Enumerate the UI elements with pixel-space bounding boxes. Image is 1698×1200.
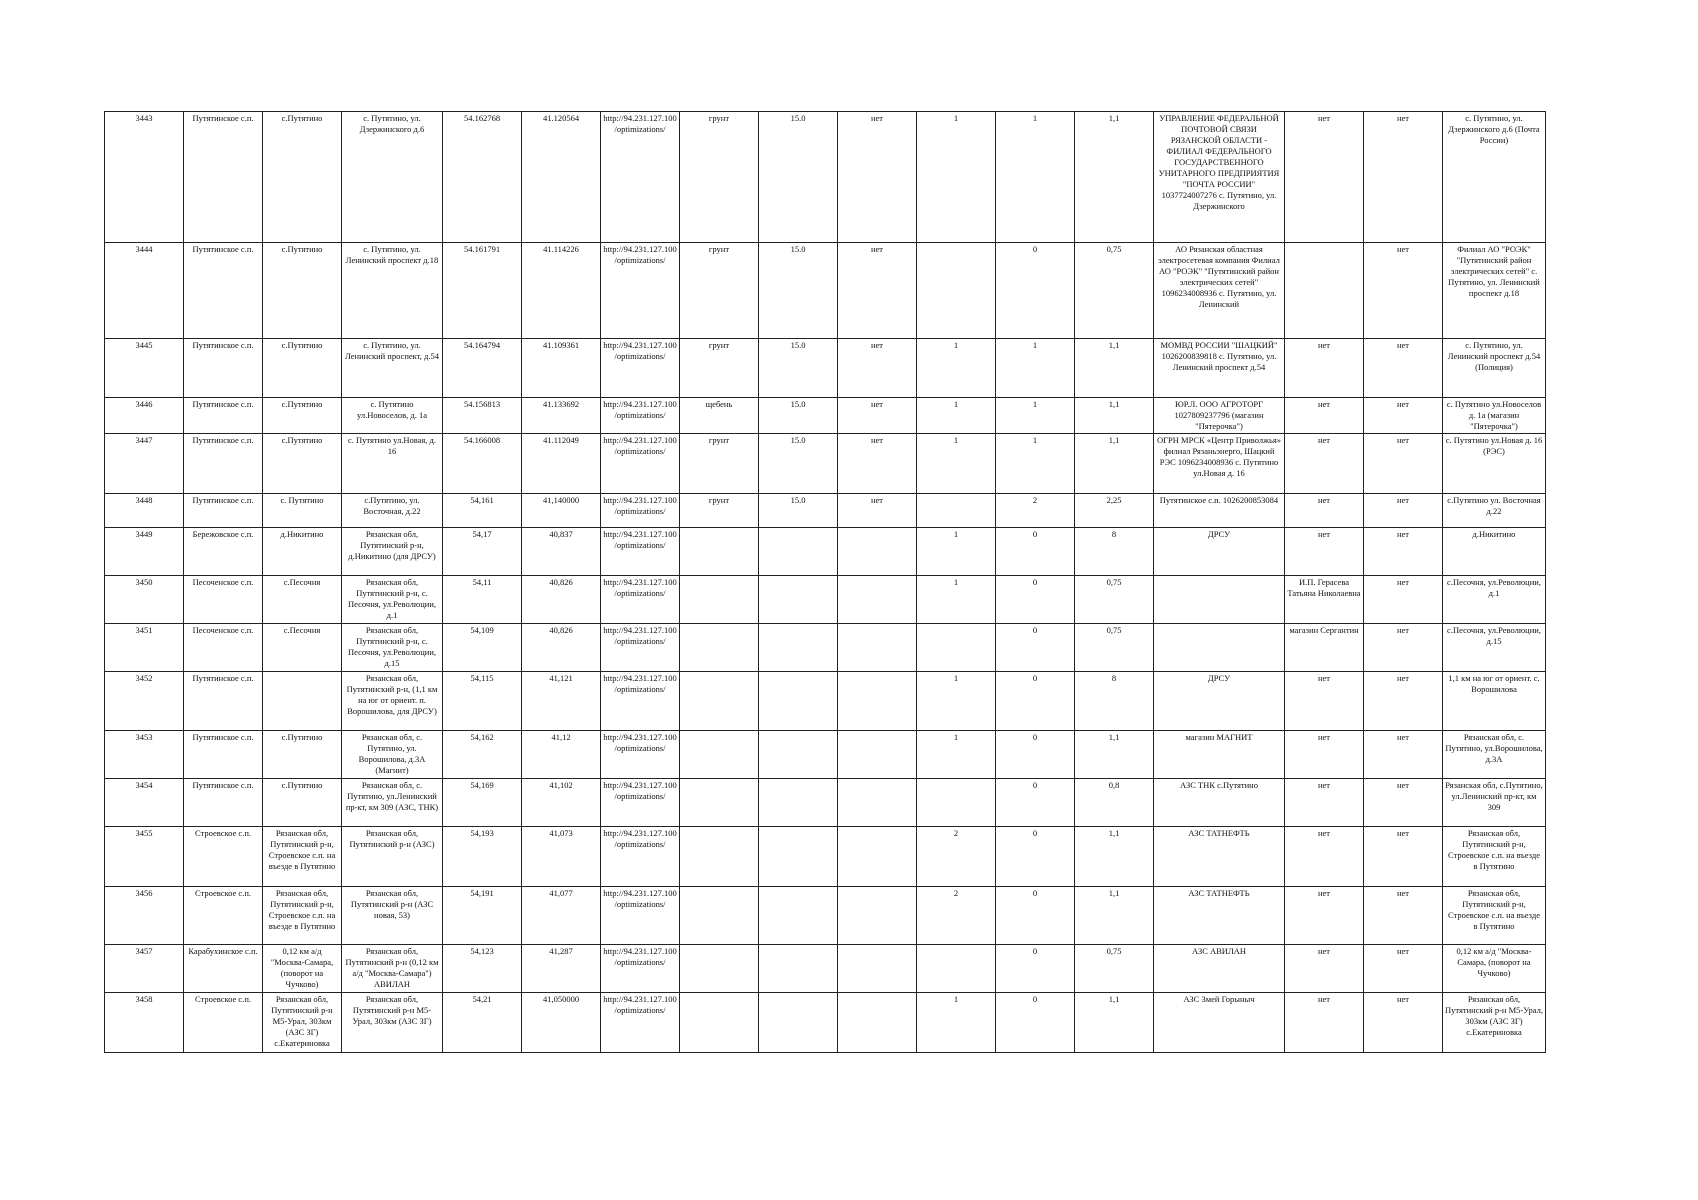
settlement-cell: Путятинское с.п. [184, 398, 263, 434]
latitude-cell: 54,11 [443, 576, 522, 624]
locality-cell: с.Путятино [263, 731, 342, 779]
map-link[interactable]: http://94.231.127.100/optimizations/ [601, 494, 680, 528]
area-cell [759, 993, 838, 1053]
latitude-cell: 54,21 [443, 993, 522, 1053]
locality-cell: Рязанская обл, Путятинский р-н, Строевское с.п. на въезде в Путятино [263, 887, 342, 945]
table-row [105, 779, 1546, 827]
volume-cell: 8 [1075, 672, 1154, 731]
fence-cell [838, 576, 917, 624]
table-row [105, 993, 1546, 1053]
settlement-cell: Путятинское с.п. [184, 779, 263, 827]
latitude-cell: 54.166008 [443, 434, 522, 494]
surface-cell: щебень [680, 398, 759, 434]
area-cell: 15.0 [759, 243, 838, 339]
row-number: 3450 [105, 576, 184, 624]
source-cell: Рязанская обл, Путятинский р-н, Строевское с.п. на въезде в Путятино [1443, 827, 1546, 887]
flag-cell: нет [1364, 731, 1443, 779]
container-count-2-cell: 0 [996, 672, 1075, 731]
table-body [105, 112, 1546, 1053]
owner-cell: АЗС АВИЛАН [1154, 945, 1285, 993]
contact-cell: нет [1285, 993, 1364, 1053]
fence-cell [838, 887, 917, 945]
contact-cell: нет [1285, 672, 1364, 731]
contact-cell: И.П. Герасева Татьяна Николаевна [1285, 576, 1364, 624]
contact-cell: нет [1285, 731, 1364, 779]
flag-cell: нет [1364, 624, 1443, 672]
longitude-cell: 41,077 [522, 887, 601, 945]
contact-cell: нет [1285, 398, 1364, 434]
owner-cell: АЗС ТНК с.Путятино [1154, 779, 1285, 827]
locality-cell: с.Путятино [263, 243, 342, 339]
latitude-cell: 54,109 [443, 624, 522, 672]
contact-cell [1285, 243, 1364, 339]
owner-cell: магазин МАГНИТ [1154, 731, 1285, 779]
container-count-2-cell: 1 [996, 339, 1075, 398]
volume-cell: 8 [1075, 528, 1154, 576]
longitude-cell: 40,837 [522, 528, 601, 576]
source-cell: с.Песочня, ул.Революции, д.1 [1443, 576, 1546, 624]
longitude-cell: 41.120564 [522, 112, 601, 243]
container-count-2-cell: 0 [996, 993, 1075, 1053]
fence-cell [838, 624, 917, 672]
row-number: 3447 [105, 434, 184, 494]
locality-cell: с.Путятино [263, 434, 342, 494]
source-cell: с. Путятино, ул. Дзержинского д.6 (Почта России) [1443, 112, 1546, 243]
row-number: 3448 [105, 494, 184, 528]
source-cell: 0,12 км а/д "Москва-Самара, (поворот на Чучково) [1443, 945, 1546, 993]
map-link[interactable]: http://94.231.127.100/optimizations/ [601, 624, 680, 672]
longitude-cell: 41.114226 [522, 243, 601, 339]
volume-cell: 1,1 [1075, 398, 1154, 434]
container-count-cell [917, 624, 996, 672]
map-link[interactable]: http://94.231.127.100/optimizations/ [601, 434, 680, 494]
table-row [105, 672, 1546, 731]
source-cell: с.Песочня, ул.Революции, д.15 [1443, 624, 1546, 672]
owner-cell: Путятинское с.п. 1026200853084 [1154, 494, 1285, 528]
flag-cell: нет [1364, 243, 1443, 339]
flag-cell: нет [1364, 887, 1443, 945]
area-cell: 15.0 [759, 494, 838, 528]
settlement-cell: Путятинское с.п. [184, 731, 263, 779]
container-count-2-cell: 1 [996, 434, 1075, 494]
latitude-cell: 54.162768 [443, 112, 522, 243]
longitude-cell: 41,140000 [522, 494, 601, 528]
settlement-cell: Путятинское с.п. [184, 494, 263, 528]
table-row [105, 339, 1546, 398]
volume-cell: 1,1 [1075, 993, 1154, 1053]
longitude-cell: 40,826 [522, 624, 601, 672]
flag-cell: нет [1364, 576, 1443, 624]
address-cell: Рязанская обл, Путятинский р-н (0,12 км а/д "Москва-Самара") АВИЛАН [342, 945, 443, 993]
longitude-cell: 41,073 [522, 827, 601, 887]
address-cell: с. Путятино, ул. Ленинский проспект, д.54 [342, 339, 443, 398]
map-link[interactable]: http://94.231.127.100/optimizations/ [601, 576, 680, 624]
contact-cell: магазин Сергантин [1285, 624, 1364, 672]
latitude-cell: 54,115 [443, 672, 522, 731]
source-cell: с. Путятино ул.Новая д. 16 (РЭС) [1443, 434, 1546, 494]
table-row [105, 112, 1546, 243]
container-count-cell [917, 945, 996, 993]
waste-sites-table [104, 111, 1546, 1053]
map-link[interactable]: http://94.231.127.100/optimizations/ [601, 731, 680, 779]
address-cell: Рязанская обл, с. Путятино, ул.Ленинский пр-кт, км 309 (АЗС, ТНК) [342, 779, 443, 827]
settlement-cell: Путятинское с.п. [184, 112, 263, 243]
flag-cell: нет [1364, 779, 1443, 827]
container-count-cell: 1 [917, 398, 996, 434]
locality-cell: д.Никитино [263, 528, 342, 576]
flag-cell: нет [1364, 528, 1443, 576]
latitude-cell: 54,169 [443, 779, 522, 827]
fence-cell [838, 945, 917, 993]
container-count-cell: 1 [917, 339, 996, 398]
table-row [105, 887, 1546, 945]
locality-cell: с.Песочня [263, 624, 342, 672]
container-count-2-cell: 1 [996, 398, 1075, 434]
container-count-2-cell: 0 [996, 731, 1075, 779]
locality-cell: с.Путятино [263, 339, 342, 398]
surface-cell: грунт [680, 112, 759, 243]
table-row [105, 434, 1546, 494]
source-cell: с.Путятино ул. Восточная д.22 [1443, 494, 1546, 528]
address-cell: с. Путятино, ул. Дзержинского д.6 [342, 112, 443, 243]
address-cell: Рязанская обл, Путятинский р-н М5-Урал, 303км (АЗС ЗГ) [342, 993, 443, 1053]
owner-cell: ДРСУ [1154, 672, 1285, 731]
document-page [104, 111, 1546, 1053]
owner-cell: ДРСУ [1154, 528, 1285, 576]
owner-cell: АО Рязанская областная электросетевая компания Филиал АО "РОЭК" "Путятинский район электрических сетей" 1096234008936 с. Путятино, ул. Ленинский [1154, 243, 1285, 339]
address-cell: Рязанская обл, Путятинский р-н, д.Никитино (для ДРСУ) [342, 528, 443, 576]
address-cell: с. Путятино ул.Новая, д. 16 [342, 434, 443, 494]
table-row [105, 576, 1546, 624]
latitude-cell: 54.161791 [443, 243, 522, 339]
container-count-cell: 1 [917, 672, 996, 731]
locality-cell: с.Путятино [263, 398, 342, 434]
settlement-cell: Путятинское с.п. [184, 434, 263, 494]
container-count-cell: 1 [917, 434, 996, 494]
owner-cell: УПРАВЛЕНИЕ ФЕДЕРАЛЬНОЙ ПОЧТОВОЙ СВЯЗИ РЯЗАНСКОЙ ОБЛАСТИ - ФИЛИАЛ ФЕДЕРАЛЬНОГО ГОСУДАРСТВЕННОГО УНИТАРНОГО ПРЕДПРИЯТИЯ "ПОЧТА РОССИИ" 1037724007276 с. Путятино, ул. Дзержинского [1154, 112, 1285, 243]
area-cell [759, 827, 838, 887]
container-count-2-cell: 0 [996, 887, 1075, 945]
owner-cell: ЮР.Л. ООО АГРОТОРГ 1027809237796 (магазин "Пятерочка") [1154, 398, 1285, 434]
address-cell: Рязанская обл, Путятинский р-н, с. Песочня, ул.Революции, д.1 [342, 576, 443, 624]
address-cell: Рязанская обл, Путятинский р-н, с. Песочня, ул.Революции, д.15 [342, 624, 443, 672]
row-number: 3454 [105, 779, 184, 827]
row-number: 3457 [105, 945, 184, 993]
map-link[interactable]: http://94.231.127.100/optimizations/ [601, 398, 680, 434]
surface-cell [680, 576, 759, 624]
row-number: 3446 [105, 398, 184, 434]
locality-cell: с.Песочня [263, 576, 342, 624]
settlement-cell: Песоченское с.п. [184, 624, 263, 672]
fence-cell: нет [838, 398, 917, 434]
table-row [105, 945, 1546, 993]
source-cell: с. Путятино, ул. Ленинский проспект д.54 (Полиция) [1443, 339, 1546, 398]
volume-cell: 0,75 [1075, 624, 1154, 672]
fence-cell [838, 779, 917, 827]
flag-cell: нет [1364, 112, 1443, 243]
locality-cell: Рязанская обл, Путятинский р-н, Строевское с.п. на въезде в Путятино [263, 827, 342, 887]
container-count-cell: 1 [917, 112, 996, 243]
latitude-cell: 54,191 [443, 887, 522, 945]
container-count-cell: 2 [917, 827, 996, 887]
surface-cell: грунт [680, 339, 759, 398]
contact-cell: нет [1285, 528, 1364, 576]
longitude-cell: 41,287 [522, 945, 601, 993]
locality-cell: с. Путятино [263, 494, 342, 528]
longitude-cell: 41.112049 [522, 434, 601, 494]
settlement-cell: Путятинское с.п. [184, 672, 263, 731]
surface-cell [680, 731, 759, 779]
area-cell: 15.0 [759, 339, 838, 398]
row-number: 3451 [105, 624, 184, 672]
settlement-cell: Путятинское с.п. [184, 339, 263, 398]
contact-cell: нет [1285, 827, 1364, 887]
owner-cell: ОГРН МРСК «Центр Приволжья» филиал Рязаньэнерго, Шацкий РЭС 1096234008936 с. Путятино ул.Новая д. 16 [1154, 434, 1285, 494]
container-count-2-cell: 0 [996, 576, 1075, 624]
locality-cell: с.Путятино [263, 112, 342, 243]
map-link[interactable]: http://94.231.127.100/optimizations/ [601, 827, 680, 887]
flag-cell: нет [1364, 434, 1443, 494]
latitude-cell: 54,193 [443, 827, 522, 887]
container-count-2-cell: 1 [996, 112, 1075, 243]
surface-cell [680, 779, 759, 827]
latitude-cell: 54.164794 [443, 339, 522, 398]
latitude-cell: 54,17 [443, 528, 522, 576]
fence-cell: нет [838, 434, 917, 494]
settlement-cell: Бережовское с.п. [184, 528, 263, 576]
container-count-2-cell: 0 [996, 624, 1075, 672]
surface-cell [680, 827, 759, 887]
fence-cell [838, 672, 917, 731]
settlement-cell: Строевское с.п. [184, 993, 263, 1053]
contact-cell: нет [1285, 779, 1364, 827]
volume-cell: 0,75 [1075, 243, 1154, 339]
surface-cell [680, 945, 759, 993]
source-cell: д.Никитино [1443, 528, 1546, 576]
address-cell: с.Путятино, ул. Восточная, д.22 [342, 494, 443, 528]
flag-cell: нет [1364, 993, 1443, 1053]
area-cell: 15.0 [759, 434, 838, 494]
surface-cell: грунт [680, 434, 759, 494]
row-number: 3444 [105, 243, 184, 339]
latitude-cell: 54,161 [443, 494, 522, 528]
container-count-cell: 1 [917, 576, 996, 624]
table-row [105, 731, 1546, 779]
container-count-2-cell: 2 [996, 494, 1075, 528]
row-number: 3449 [105, 528, 184, 576]
flag-cell: нет [1364, 827, 1443, 887]
contact-cell: нет [1285, 339, 1364, 398]
container-count-cell [917, 494, 996, 528]
container-count-cell: 2 [917, 887, 996, 945]
volume-cell: 1,1 [1075, 731, 1154, 779]
longitude-cell: 41,102 [522, 779, 601, 827]
row-number: 3456 [105, 887, 184, 945]
longitude-cell: 41,12 [522, 731, 601, 779]
contact-cell: нет [1285, 494, 1364, 528]
locality-cell [263, 672, 342, 731]
source-cell: Филиал АО "РОЭК" "Путятинский район электрических сетей" с. Путятино, ул. Ленинский проспект д.18 [1443, 243, 1546, 339]
settlement-cell: Строевское с.п. [184, 887, 263, 945]
area-cell [759, 672, 838, 731]
source-cell: Рязанская обл, с.Путятино, ул.Ленинский пр-кт, км 309 [1443, 779, 1546, 827]
contact-cell: нет [1285, 945, 1364, 993]
container-count-2-cell: 0 [996, 827, 1075, 887]
table-row [105, 398, 1546, 434]
area-cell [759, 576, 838, 624]
owner-cell [1154, 576, 1285, 624]
container-count-cell: 1 [917, 731, 996, 779]
longitude-cell: 40,826 [522, 576, 601, 624]
volume-cell: 1,1 [1075, 112, 1154, 243]
settlement-cell: Карабухинское с.п. [184, 945, 263, 993]
settlement-cell: Путятинское с.п. [184, 243, 263, 339]
container-count-cell [917, 779, 996, 827]
source-cell: Рязанская обл, Путятинский р-н М5-Урал, 303км (АЗС ЗГ) с.Екатериновка [1443, 993, 1546, 1053]
longitude-cell: 41.109361 [522, 339, 601, 398]
address-cell: Рязанская обл, Путятинский р-н (АЗС) [342, 827, 443, 887]
table-row [105, 494, 1546, 528]
flag-cell: нет [1364, 494, 1443, 528]
map-link[interactable]: http://94.231.127.100/optimizations/ [601, 339, 680, 398]
fence-cell [838, 993, 917, 1053]
fence-cell: нет [838, 243, 917, 339]
owner-cell: АЗС Змей Горыныч [1154, 993, 1285, 1053]
flag-cell: нет [1364, 672, 1443, 731]
contact-cell: нет [1285, 434, 1364, 494]
source-cell: с. Путятино ул.Новоселов д. 1а (магазин "Пятерочка") [1443, 398, 1546, 434]
area-cell [759, 624, 838, 672]
volume-cell: 0,75 [1075, 576, 1154, 624]
map-link[interactable]: http://94.231.127.100/optimizations/ [601, 945, 680, 993]
row-number: 3452 [105, 672, 184, 731]
surface-cell [680, 887, 759, 945]
locality-cell: Рязанская обл, Путятинский р-н М5-Урал, 303км (АЗС ЗГ) с.Екатериновка [263, 993, 342, 1053]
row-number: 3443 [105, 112, 184, 243]
container-count-cell: 1 [917, 993, 996, 1053]
table-row [105, 528, 1546, 576]
address-cell: с. Путятино ул.Новоселов, д. 1а [342, 398, 443, 434]
row-number: 3455 [105, 827, 184, 887]
latitude-cell: 54,162 [443, 731, 522, 779]
flag-cell: нет [1364, 339, 1443, 398]
volume-cell: 1,1 [1075, 434, 1154, 494]
contact-cell: нет [1285, 112, 1364, 243]
map-link[interactable]: http://94.231.127.100/optimizations/ [601, 112, 680, 243]
longitude-cell: 41.133692 [522, 398, 601, 434]
map-link[interactable]: http://94.231.127.100/optimizations/ [601, 993, 680, 1053]
surface-cell [680, 993, 759, 1053]
map-link[interactable]: http://94.231.127.100/optimizations/ [601, 528, 680, 576]
surface-cell [680, 672, 759, 731]
area-cell: 15.0 [759, 398, 838, 434]
row-number: 3458 [105, 993, 184, 1053]
area-cell [759, 528, 838, 576]
table-row [105, 827, 1546, 887]
address-cell: Рязанская обл, с. Путятино, ул. Ворошилова, д.3А (Магнит) [342, 731, 443, 779]
volume-cell: 0,8 [1075, 779, 1154, 827]
area-cell [759, 945, 838, 993]
area-cell [759, 731, 838, 779]
container-count-cell: 1 [917, 528, 996, 576]
volume-cell: 2,25 [1075, 494, 1154, 528]
source-cell: Рязанская обл, Путятинский р-н, Строевское с.п. на въезде в Путятино [1443, 887, 1546, 945]
container-count-cell [917, 243, 996, 339]
fence-cell [838, 731, 917, 779]
locality-cell: 0,12 км а/д "Москва-Самара, (поворот на Чучково) [263, 945, 342, 993]
area-cell: 15.0 [759, 112, 838, 243]
table-row [105, 243, 1546, 339]
map-link[interactable]: http://94.231.127.100/optimizations/ [601, 243, 680, 339]
table-row [105, 624, 1546, 672]
fence-cell: нет [838, 339, 917, 398]
settlement-cell: Песоченское с.п. [184, 576, 263, 624]
container-count-2-cell: 0 [996, 779, 1075, 827]
longitude-cell: 41,050000 [522, 993, 601, 1053]
surface-cell [680, 528, 759, 576]
latitude-cell: 54.156813 [443, 398, 522, 434]
container-count-2-cell: 0 [996, 945, 1075, 993]
area-cell [759, 887, 838, 945]
area-cell [759, 779, 838, 827]
flag-cell: нет [1364, 945, 1443, 993]
container-count-2-cell: 0 [996, 528, 1075, 576]
source-cell: Рязанская обл, с. Путятино, ул.Ворошилова, д.3А [1443, 731, 1546, 779]
contact-cell: нет [1285, 887, 1364, 945]
owner-cell: МОМВД РОССИИ "ШАЦКИЙ" 1026200839818 с. Путятино, ул. Ленинский проспект д.54 [1154, 339, 1285, 398]
fence-cell: нет [838, 494, 917, 528]
row-number: 3453 [105, 731, 184, 779]
volume-cell: 0,75 [1075, 945, 1154, 993]
map-link[interactable]: http://94.231.127.100/optimizations/ [601, 779, 680, 827]
flag-cell: нет [1364, 398, 1443, 434]
surface-cell: грунт [680, 494, 759, 528]
fence-cell [838, 528, 917, 576]
address-cell: Рязанская обл, Путятинский р-н (АЗС новая, 53) [342, 887, 443, 945]
container-count-2-cell: 0 [996, 243, 1075, 339]
source-cell: 1,1 км на юг от ориент. с. Ворошилова [1443, 672, 1546, 731]
settlement-cell: Строевское с.п. [184, 827, 263, 887]
locality-cell: с.Путятино [263, 779, 342, 827]
volume-cell: 1,1 [1075, 827, 1154, 887]
row-number: 3445 [105, 339, 184, 398]
surface-cell [680, 624, 759, 672]
address-cell: с. Путятино, ул. Ленинский проспект д.18 [342, 243, 443, 339]
map-link[interactable]: http://94.231.127.100/optimizations/ [601, 672, 680, 731]
longitude-cell: 41,121 [522, 672, 601, 731]
fence-cell [838, 827, 917, 887]
volume-cell: 1,1 [1075, 339, 1154, 398]
address-cell: Рязанская обл, Путятинский р-н, (1,1 км на юг от ориент. п. Ворошилова, для ДРСУ) [342, 672, 443, 731]
map-link[interactable]: http://94.231.127.100/optimizations/ [601, 887, 680, 945]
owner-cell: АЗС ТАТНЕФТЬ [1154, 827, 1285, 887]
owner-cell: АЗС ТАТНЕФТЬ [1154, 887, 1285, 945]
volume-cell: 1,1 [1075, 887, 1154, 945]
surface-cell: грунт [680, 243, 759, 339]
latitude-cell: 54,123 [443, 945, 522, 993]
owner-cell [1154, 624, 1285, 672]
fence-cell: нет [838, 112, 917, 243]
